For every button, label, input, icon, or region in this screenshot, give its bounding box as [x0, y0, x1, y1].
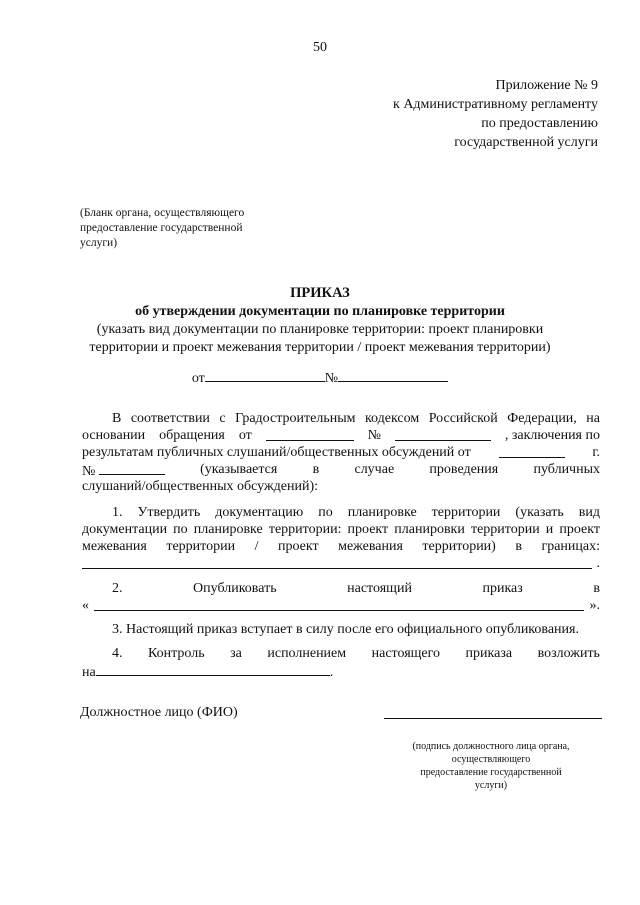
order-subtitle: об утверждении документации по планировке территории	[135, 304, 505, 319]
order-note-line: территории и проект межевания территории / проект межевания территории)	[89, 340, 551, 355]
form-header	[80, 206, 244, 251]
word: в	[312, 462, 320, 477]
word: 4.	[112, 646, 123, 661]
item2-line	[82, 598, 600, 614]
word: №	[82, 464, 96, 479]
word: результатам публичных слушаний/общественных обсуждений от	[82, 445, 471, 460]
form-header-line: услуги)	[80, 237, 118, 249]
item4-line	[82, 663, 333, 681]
word: обращения	[159, 428, 225, 443]
word: исполнением	[267, 646, 347, 661]
number-label: №	[324, 371, 339, 386]
word: приказ	[482, 581, 523, 596]
word: приказа	[465, 646, 513, 661]
page-number: 50	[313, 40, 327, 55]
appendix-header	[393, 76, 598, 152]
word: «	[82, 598, 89, 613]
preamble-line	[82, 445, 600, 461]
boundaries-blank	[82, 556, 592, 569]
order-note-line: (указать вид документации по планировке территории: проект планировки	[96, 322, 544, 337]
word: .	[329, 665, 334, 680]
word: г.	[592, 445, 600, 460]
item2-line	[112, 581, 600, 597]
item3-line: 3. Настоящий приказ вступает в силу после его официального опубликования.	[112, 622, 579, 637]
request-number-blank	[395, 428, 491, 441]
word: , заключения по	[504, 428, 600, 443]
word: настоящего	[371, 646, 441, 661]
word: №	[367, 428, 381, 443]
signature-caption	[378, 740, 604, 792]
appendix-line: Приложение № 9	[495, 78, 598, 93]
responsible-blank	[96, 663, 330, 676]
date-blank	[205, 369, 325, 382]
caption-line: услуги)	[474, 780, 508, 791]
appendix-line: по предоставлению	[481, 116, 598, 131]
item1-line: межевания территории / проект межевания территории) в границах:	[82, 539, 600, 554]
publication-blank	[94, 598, 584, 611]
word: 2.	[112, 581, 123, 596]
item4-line	[112, 646, 600, 662]
item1-line	[82, 556, 600, 572]
signature-line	[384, 718, 602, 719]
appendix-line: к Административному регламенту	[393, 97, 598, 112]
appendix-line: государственной услуги	[454, 135, 598, 150]
word: основании	[82, 428, 146, 443]
hearing-number-blank	[99, 462, 165, 475]
word: возложить	[537, 646, 600, 661]
preamble-line: В соответствии с Градостроительным кодексом Российской Федерации, на	[112, 411, 600, 426]
form-header-line: предоставление государственной	[80, 222, 243, 234]
word: в	[593, 581, 600, 596]
item1-line: 1. Утвердить документацию по планировке территории (указать вид	[112, 505, 600, 520]
form-header-line: (Бланк органа, осуществляющего	[80, 207, 245, 219]
word: от	[238, 428, 252, 443]
word: Контроль	[148, 646, 205, 661]
request-date-blank	[266, 428, 354, 441]
preamble-line	[82, 428, 600, 444]
caption-line: (подпись должностного лица органа,	[412, 741, 570, 752]
caption-line: осуществляющего	[451, 754, 531, 765]
number-blank	[338, 369, 448, 382]
hearing-date-blank	[499, 445, 565, 458]
preamble-line	[82, 462, 600, 480]
preamble-line: слушаний/общественных обсуждений):	[82, 479, 318, 494]
word: .	[596, 556, 600, 571]
word: (указывается	[200, 462, 278, 477]
from-label: от	[191, 371, 205, 386]
word: Опубликовать	[193, 581, 277, 596]
item1-line: документации по планировке территории: проект планировки территории и проект	[82, 522, 600, 537]
word: проведения	[429, 462, 499, 477]
word: ».	[589, 598, 600, 613]
word: случае	[354, 462, 395, 477]
word: за	[230, 646, 242, 661]
word: публичных	[533, 462, 600, 477]
official-label: Должностное лицо (ФИО)	[80, 705, 238, 720]
word: на	[82, 665, 96, 680]
word: настоящий	[347, 581, 412, 596]
date-number-line	[0, 369, 640, 387]
order-title: ПРИКАЗ	[290, 285, 350, 301]
caption-line: предоставление государственной	[420, 767, 562, 778]
